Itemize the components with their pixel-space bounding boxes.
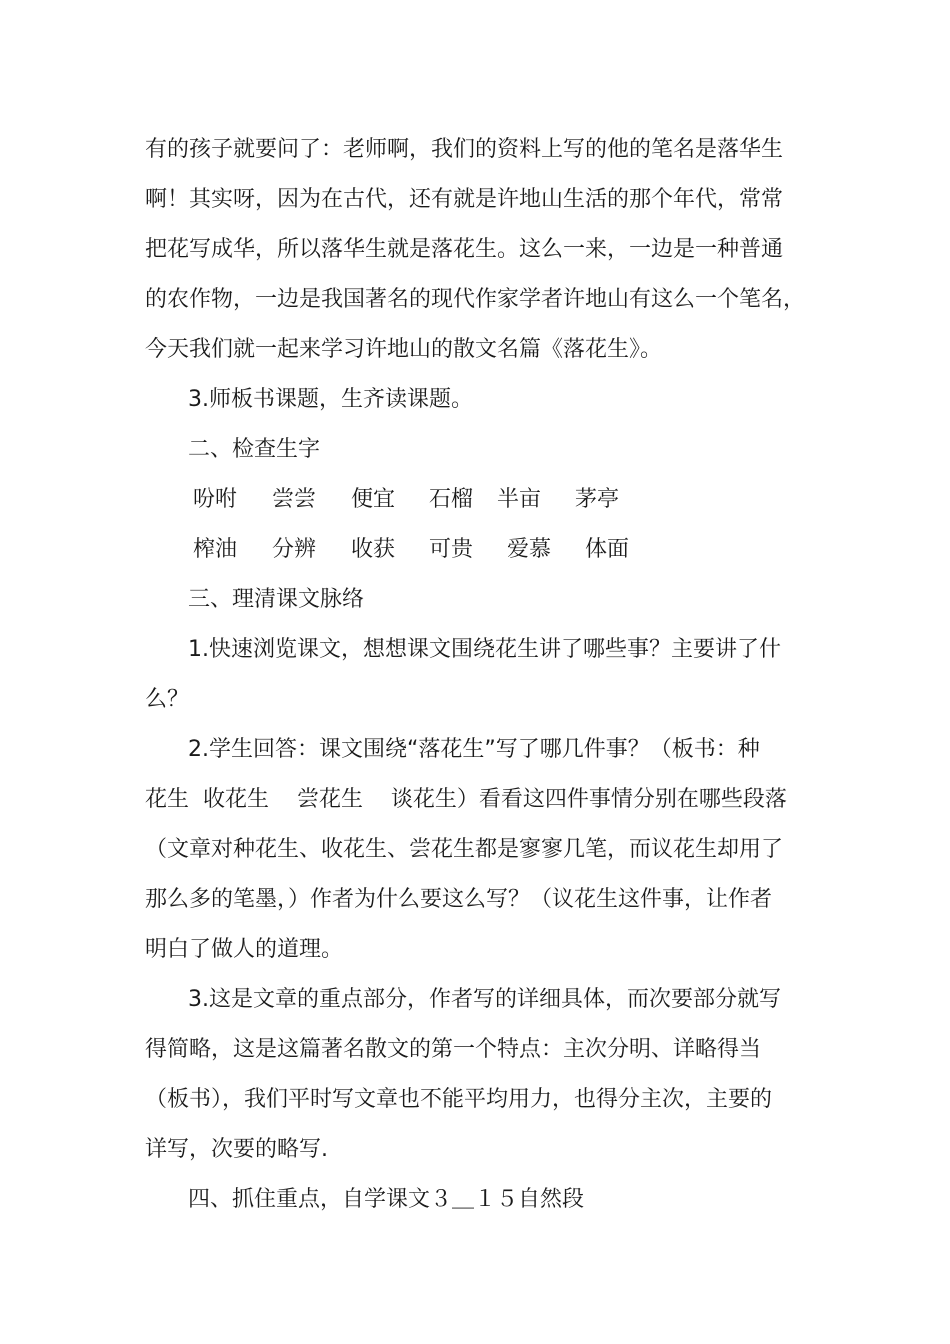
section-heading-4: 四、抓住重点，自学课文３＿１５自然段 bbox=[188, 1187, 585, 1212]
point-3-line: 得简略，这是这篇著名散文的第一个特点：主次分明、详略得当 bbox=[145, 1037, 762, 1062]
answer-2-line: 花生 收花生 尝花生 谈花生）看看这四件事情分别在哪些段落 bbox=[145, 787, 787, 812]
point-3-line: 详写，次要的略写. bbox=[145, 1137, 328, 1162]
vocab-word: 石榴 bbox=[429, 487, 474, 512]
vocab-word: 尝尝 bbox=[272, 487, 317, 512]
vocab-word: 分辨 bbox=[272, 537, 317, 562]
paragraph-line: 的农作物，一边是我国著名的现代作家学者许地山有这么一个笔名， bbox=[145, 287, 806, 312]
point-3-line: 3.这是文章的重点部分，作者写的详细具体，而次要部分就写 bbox=[188, 987, 781, 1012]
answer-2-line: 那么多的笔墨，）作者为什么要这么写？（议花生这件事，让作者 bbox=[145, 887, 773, 912]
vocab-word: 吩咐 bbox=[193, 487, 238, 512]
vocab-row-2 bbox=[0, 535, 950, 565]
vocab-word: 茅亭 bbox=[575, 487, 620, 512]
step-3-text: 3.师板书课题，生齐读课题。 bbox=[188, 387, 473, 412]
vocab-word: 体面 bbox=[585, 537, 630, 562]
paragraph-line: 啊！其实呀，因为在古代，还有就是许地山生活的那个年代，常常 bbox=[145, 187, 784, 212]
paragraph-line: 今天我们就一起来学习许地山的散文名篇《落花生》。 bbox=[145, 337, 663, 362]
question-1-line: 么？ bbox=[145, 687, 190, 712]
answer-2-line: 2.学生回答：课文围绕“落花生”写了哪几件事？（板书：种 bbox=[188, 737, 760, 762]
question-1-line: 1.快速浏览课文，想想课文围绕花生讲了哪些事？主要讲了什 bbox=[188, 637, 781, 662]
paragraph-line: 有的孩子就要问了：老师啊，我们的资料上写的他的笔名是落华生 bbox=[145, 137, 784, 162]
point-3-line: （板书），我们平时写文章也不能平均用力，也得分主次，主要的 bbox=[145, 1087, 773, 1112]
vocab-word: 榨油 bbox=[193, 537, 238, 562]
answer-2-line: 明白了做人的道理。 bbox=[145, 937, 344, 962]
vocab-row-1 bbox=[0, 485, 950, 515]
vocab-word: 可贵 bbox=[429, 537, 474, 562]
vocab-word: 爱慕 bbox=[507, 537, 552, 562]
section-heading-3: 三、理清课文脉络 bbox=[188, 587, 365, 612]
vocab-word: 收获 bbox=[351, 537, 396, 562]
vocab-word: 便宜 bbox=[351, 487, 396, 512]
answer-2-line: （文章对种花生、收花生、尝花生都是寥寥几笔，而议花生却用了 bbox=[145, 837, 784, 862]
vocab-word: 半亩 bbox=[497, 487, 542, 512]
section-heading-2: 二、检查生字 bbox=[188, 437, 321, 462]
paragraph-line: 把花写成华，所以落华生就是落花生。这么一来，一边是一种普通 bbox=[145, 237, 784, 262]
